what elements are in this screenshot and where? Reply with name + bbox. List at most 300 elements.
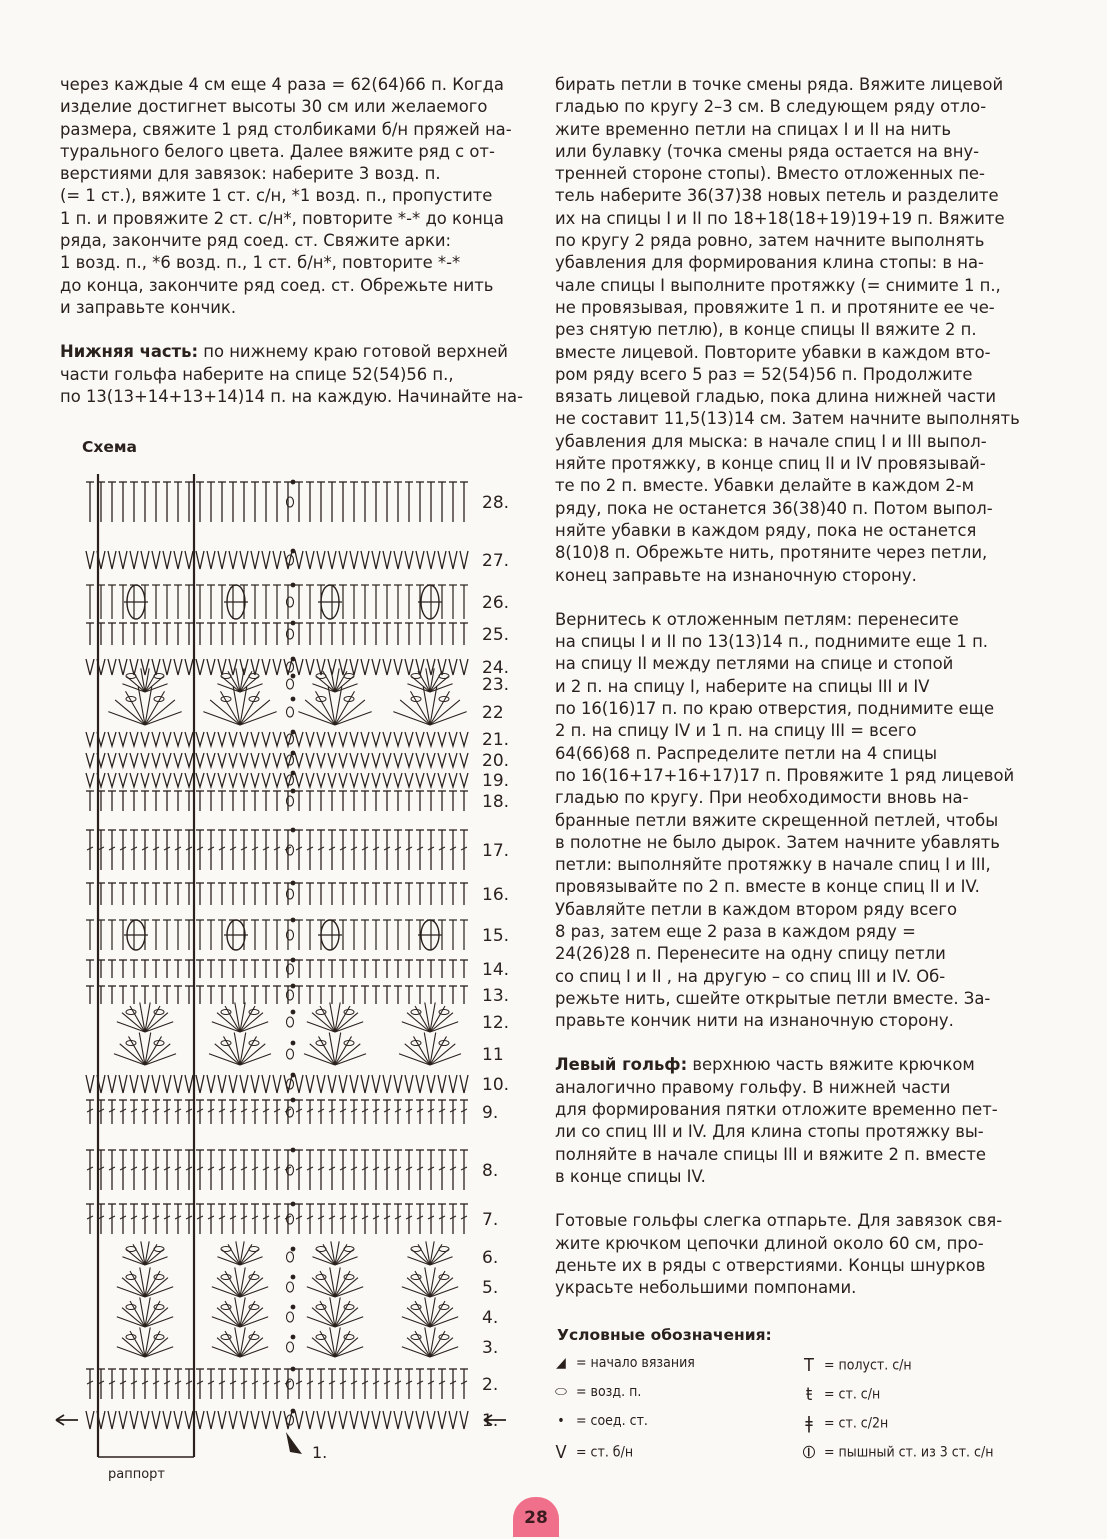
fan-stitch (240, 1044, 265, 1065)
row-label: 14. (482, 960, 510, 980)
paragraph: Нижняя часть: по нижнему краю готовой верхней части гольфа наберите на спице 52(54)56 п., по 13(13+14+13+14)14 п. на каждую. Начинайте на- (60, 342, 523, 406)
single-crochet-v-icon (394, 773, 402, 787)
single-crochet-v-icon (394, 732, 402, 746)
row-label: 17. (482, 841, 510, 861)
single-crochet-v-icon (86, 753, 94, 767)
single-crochet-v-icon (218, 1411, 226, 1429)
single-crochet-v-icon (449, 1411, 457, 1429)
single-crochet-v-icon (86, 551, 94, 569)
single-crochet-v-icon (405, 732, 413, 746)
fan-stitch (335, 1317, 363, 1327)
single-crochet-v-icon (460, 1411, 468, 1429)
single-crochet-v-icon (185, 1411, 193, 1429)
single-crochet-v-icon (196, 551, 204, 569)
row-label: 25. (482, 625, 510, 645)
single-crochet-v-icon (350, 753, 358, 767)
row-label: 13. (482, 986, 510, 1006)
double-crochet-icon: ŧ (805, 1384, 813, 1405)
fan-stitch (215, 1044, 240, 1065)
fan-stitch (430, 684, 453, 692)
single-crochet-v-icon (185, 551, 193, 569)
single-crochet-v-icon (273, 1075, 281, 1093)
single-crochet-v-icon (460, 659, 468, 675)
fan-stitch (335, 1287, 363, 1297)
single-crochet-v-icon (196, 1411, 204, 1429)
single-crochet-v-icon (427, 753, 435, 767)
single-crochet-v-icon (394, 1075, 402, 1093)
single-crochet-v-icon (438, 1075, 446, 1093)
single-crochet-v-icon (130, 732, 138, 746)
fan-stitch (307, 1317, 335, 1327)
row-label: 23. (482, 675, 510, 695)
chain-oval-icon (287, 1282, 294, 1292)
single-crochet-v-icon (119, 773, 127, 787)
single-crochet-v-icon (262, 753, 270, 767)
single-crochet-v-icon (350, 732, 358, 746)
single-crochet-v-icon (460, 753, 468, 767)
single-crochet-v-icon (196, 732, 204, 746)
legend-item: ⦶ = пышный ст. из 3 ст. с/н (798, 1442, 993, 1463)
crochet-chart (50, 462, 520, 1462)
single-crochet-v-icon (130, 1075, 138, 1093)
single-crochet-v-icon (361, 753, 369, 767)
single-crochet-v-icon (449, 732, 457, 746)
chain-oval-icon (154, 1305, 164, 1310)
single-crochet-v-icon (460, 1075, 468, 1093)
chain-oval-icon (439, 674, 449, 679)
single-crochet-v-icon (141, 753, 149, 767)
single-crochet-v-icon (152, 753, 160, 767)
single-crochet-v-icon (339, 773, 347, 787)
single-crochet-v-icon (317, 753, 325, 767)
single-crochet-v-icon (273, 1411, 281, 1429)
single-crochet-v-icon (350, 1411, 358, 1429)
fan-stitch (122, 684, 145, 692)
single-crochet-v-icon (361, 1075, 369, 1093)
single-crochet-v-icon (328, 1411, 336, 1429)
single-crochet-v-icon (229, 659, 237, 675)
slip-stitch-dot-icon (291, 751, 296, 756)
single-crochet-v-icon (372, 773, 380, 787)
single-crochet-v-icon (141, 551, 149, 569)
chain-oval-icon (287, 707, 294, 717)
single-crochet-v-icon (185, 773, 193, 787)
fan-stitch (335, 1054, 366, 1065)
single-crochet-v-icon (240, 659, 248, 675)
single-crochet-v-icon (86, 732, 94, 746)
single-crochet-v-icon (449, 551, 457, 569)
single-crochet-v-icon (240, 1075, 248, 1093)
single-crochet-v-icon (361, 732, 369, 746)
chain-oval-icon (287, 1312, 294, 1322)
single-crochet-v-icon (240, 732, 248, 746)
single-crochet-v-icon (317, 551, 325, 569)
fan-stitch (212, 1317, 240, 1327)
single-crochet-v-icon (229, 773, 237, 787)
row-label: 2. (482, 1375, 499, 1395)
single-crochet-v-icon (405, 1075, 413, 1093)
chain-oval-icon (316, 1275, 326, 1280)
single-crochet-v-icon (273, 732, 281, 746)
chain-oval-icon (344, 1010, 354, 1015)
fan-stitch (335, 1022, 363, 1032)
single-crochet-v-icon (262, 659, 270, 675)
single-crochet-v-icon (317, 1411, 325, 1429)
fan-stitch (240, 1257, 263, 1265)
row-label: 6. (482, 1248, 499, 1268)
single-crochet-v-icon (317, 732, 325, 746)
slip-stitch-dot-icon (291, 674, 296, 679)
row-label: 19. (482, 771, 510, 791)
single-crochet-v-icon (207, 753, 215, 767)
fan-stitch (304, 1054, 335, 1065)
chain-oval-icon (154, 1010, 164, 1015)
single-crochet-v-icon (460, 732, 468, 746)
chain-oval-icon (344, 1305, 354, 1310)
legend-item: ŧ = ст. с/н (798, 1384, 880, 1405)
fan-stitch (402, 1287, 430, 1297)
chain-oval-icon (249, 1305, 259, 1310)
row-label: 7. (482, 1210, 499, 1230)
slip-stitch-dot-icon (291, 828, 296, 833)
single-crochet-v-icon (427, 732, 435, 746)
chain-oval-icon (221, 1275, 231, 1280)
row-label: 26. (482, 593, 510, 613)
fan-stitch (335, 1257, 358, 1265)
single-crochet-v-icon (108, 659, 116, 675)
single-crochet-v-icon (119, 659, 127, 675)
rapport-label: раппорт (108, 1467, 165, 1482)
single-crochet-v-icon (284, 1411, 292, 1429)
single-crochet-v-icon (295, 551, 303, 569)
fan-stitch (402, 1317, 430, 1327)
single-crochet-v-icon (218, 773, 226, 787)
chain-oval-icon (287, 1049, 294, 1059)
single-crochet-v-icon (174, 551, 182, 569)
single-crochet-v-icon (262, 732, 270, 746)
single-crochet-v-icon (207, 1411, 215, 1429)
single-crochet-v-icon (163, 732, 171, 746)
fan-stitch (407, 1257, 430, 1265)
fan-stitch (145, 1317, 173, 1327)
fan-stitch (117, 1347, 145, 1357)
half-double-t-icon: T (804, 1355, 814, 1376)
row-label: 24. (482, 658, 510, 678)
paragraph: Левый гольф: верхнюю часть вяжите крючком аналогично правому гольфу. В нижней части для формирования пятки отложите временно пет- ли со спиц III и IV. Для клина стопы протяжку вы- полняйте в начале спицы III и вяжите 2 п. вместе в конце спицы IV. (555, 1055, 998, 1186)
fan-stitch (117, 1317, 145, 1327)
single-crochet-v-icon (218, 659, 226, 675)
single-crochet-v-icon (207, 1075, 215, 1093)
fan-stitch (145, 1257, 168, 1265)
fan-stitch (307, 1287, 335, 1297)
slip-stitch-dot-icon (291, 1247, 296, 1252)
chain-oval-icon (221, 1335, 231, 1340)
chain-oval-icon (439, 1305, 449, 1310)
single-crochet-v-icon (152, 773, 160, 787)
chain-oval-icon (126, 1247, 136, 1252)
legend-item: ǂ = ст. с/2н (798, 1413, 888, 1434)
single-crochet-v-icon (163, 773, 171, 787)
fan-stitch (307, 1347, 335, 1357)
single-crochet-v-icon (185, 659, 193, 675)
fan-stitch (145, 700, 175, 725)
paragraph: бирать петли в точке смены ряда. Вяжите лицевой гладью по кругу 2–3 см. В следующем ряду отло- жите временно петли на спицах I и II на нить или булавку (точка смены ряда остается на вну- тренней стороне стопы). Вместо отложенных пе- тель наберите 36(37)38 новых петель и разделите их на спицы I и II по 18+18(18+19)19+19 п. Вяжите по кругу 2 ряда ровно, затем начните выполнять убавления для формирования клина стопы: в на- чале спицы I выполните протяжку (= снимите 1 п., не провязывая, провяжите 1 п. и протяните ее че- рез снятую петлю), в конце спицы II вяжите 2 п. вместе лицевой. Повторите убавки в каждом вто- ром ряду всего 5 раз = 52(54)56 п. Продолжите вязать лицевой гладью, пока длина нижней части не составит 11,5(13)14 см. Затем начните выполнять убавления для мыска: в начале спиц I и III выпол- няйте протяжку, в конце спиц II и IV провязывай- те по 2 п. вместе. Убавки делайте в каждом 2-м ряду, пока не останется 36(38)40 п. Потом выпол- няйте убавки в каждом ряду, пока не останется 8(10)8 п. Обрежьте нить, протяните через петли, конец заправьте на изнаночную сторону. (555, 75, 1020, 585)
single-crochet-v-icon (119, 732, 127, 746)
chain-oval-icon (154, 1247, 164, 1252)
fan-stitch (307, 1022, 335, 1032)
fan-stitch (305, 700, 335, 725)
single-crochet-v-icon (372, 1075, 380, 1093)
slip-stitch-dot-icon (291, 480, 296, 485)
single-crochet-v-icon (438, 732, 446, 746)
chain-oval-icon (221, 1305, 231, 1310)
single-crochet-v-icon (262, 1411, 270, 1429)
single-crochet-v-icon (361, 659, 369, 675)
fan-stitch (117, 1287, 145, 1297)
single-crochet-v-icon (350, 773, 358, 787)
single-crochet-v-icon (152, 551, 160, 569)
chain-oval-icon (221, 1010, 231, 1015)
single-crochet-v-icon (141, 659, 149, 675)
single-crochet-v-icon (405, 773, 413, 787)
single-crochet-v-icon (130, 551, 138, 569)
single-crochet-v-icon (383, 753, 391, 767)
fan-stitch (335, 700, 365, 725)
fan-stitch (430, 1317, 458, 1327)
single-crochet-v-icon (174, 732, 182, 746)
chain-oval-icon (249, 1275, 259, 1280)
single-crochet-v-icon (284, 659, 292, 675)
single-crochet-v-icon (295, 753, 303, 767)
single-crochet-v-icon (218, 753, 226, 767)
row-label: 21. (482, 730, 510, 750)
single-crochet-v-icon (152, 732, 160, 746)
fan-stitch (393, 712, 430, 725)
single-crochet-v-icon (163, 1075, 171, 1093)
single-crochet-v-icon (361, 773, 369, 787)
row-label: 20. (482, 751, 510, 771)
single-crochet-v-icon (251, 1411, 259, 1429)
single-crochet-v-icon (438, 551, 446, 569)
chain-oval-icon (249, 1247, 259, 1252)
fan-stitch (335, 1347, 363, 1357)
single-crochet-v-icon (119, 1411, 127, 1429)
fan-stitch (145, 1054, 176, 1065)
fan-stitch (400, 700, 430, 725)
fan-stitch (430, 1347, 458, 1357)
single-crochet-v-icon (394, 753, 402, 767)
single-crochet-v-icon (416, 1075, 424, 1093)
legend-item: ◢ = начало вязания (550, 1355, 695, 1371)
chain-oval-icon (154, 1335, 164, 1340)
single-crochet-v-icon (394, 551, 402, 569)
slip-stitch-dot-icon (291, 1367, 296, 1372)
single-crochet-v-icon (405, 1411, 413, 1429)
single-crochet-v-icon (306, 1075, 314, 1093)
single-crochet-v-icon (361, 551, 369, 569)
row-label: 10. (482, 1075, 510, 1095)
chain-oval-icon (316, 1247, 326, 1252)
single-crochet-v-icon (383, 732, 391, 746)
single-crochet-v-icon (394, 1411, 402, 1429)
slip-stitch-dot-icon (291, 1202, 296, 1207)
single-crochet-v-icon (328, 551, 336, 569)
slip-stitch-dot-icon (291, 549, 296, 554)
row-label: 8. (482, 1161, 499, 1181)
start-label: 1. (312, 1443, 328, 1462)
slip-stitch-dot-icon (291, 789, 296, 794)
row-label: 27. (482, 551, 510, 571)
single-crochet-v-icon (328, 1075, 336, 1093)
slip-stitch-dot-icon (291, 1148, 296, 1153)
fan-stitch (114, 1054, 145, 1065)
chain-oval-icon (439, 1010, 449, 1015)
single-crochet-v-icon (306, 1411, 314, 1429)
chain-oval-icon (287, 1342, 294, 1352)
single-crochet-v-icon (306, 659, 314, 675)
legend-item: ⬭ = возд. п. (550, 1384, 641, 1400)
chain-oval-icon (316, 1335, 326, 1340)
single-crochet-v-icon (383, 1075, 391, 1093)
fan-stitch (145, 1044, 170, 1065)
start-triangle-icon (286, 1432, 302, 1454)
section-heading: Левый гольф: (555, 1055, 688, 1075)
right-column (555, 74, 1040, 1299)
slip-stitch-dot-icon (291, 1409, 296, 1414)
single-crochet-v-icon (295, 659, 303, 675)
single-crochet-v-icon (174, 773, 182, 787)
single-crochet-v-icon (339, 753, 347, 767)
single-crochet-v-icon (427, 551, 435, 569)
single-crochet-v-icon (449, 1075, 457, 1093)
fan-stitch (240, 712, 277, 725)
fan-stitch (312, 684, 335, 692)
fan-stitch (402, 1022, 430, 1032)
single-crochet-v-icon (438, 1411, 446, 1429)
fan-stitch (240, 1022, 268, 1032)
single-crochet-v-icon (262, 551, 270, 569)
fan-stitch (430, 1287, 458, 1297)
chain-oval-icon (439, 1275, 449, 1280)
slip-stitch-dot-icon (291, 583, 296, 588)
fan-stitch (210, 700, 240, 725)
single-crochet-v-icon (416, 753, 424, 767)
slip-stitch-dot-icon (291, 881, 296, 886)
single-crochet-v-icon (207, 773, 215, 787)
single-crochet-v-icon (229, 1411, 237, 1429)
single-crochet-v-icon (251, 773, 259, 787)
fan-stitch (240, 1347, 268, 1357)
legend-item: • = соед. ст. (550, 1413, 648, 1429)
slip-stitch-dot-icon (291, 621, 296, 626)
single-crochet-v-icon (438, 753, 446, 767)
single-crochet-v-icon (174, 1411, 182, 1429)
section-heading: Нижняя часть: (60, 342, 199, 362)
single-crochet-v-icon (196, 753, 204, 767)
single-crochet-v-icon (108, 551, 116, 569)
single-crochet-v-icon (251, 1075, 259, 1093)
single-crochet-v-icon (328, 773, 336, 787)
scheme-title: Схема (82, 438, 138, 456)
single-crochet-v-icon (108, 732, 116, 746)
single-crochet-v-icon (438, 659, 446, 675)
start-triangle-icon: ◢ (556, 1355, 566, 1371)
single-crochet-v-icon (229, 1075, 237, 1093)
chain-oval-icon (439, 1247, 449, 1252)
single-crochet-v-icon (383, 551, 391, 569)
fan-stitch (430, 1044, 455, 1065)
chain-oval-icon (287, 1017, 294, 1027)
chain-oval-icon (344, 1275, 354, 1280)
slip-stitch-dot-icon (291, 1305, 296, 1310)
single-crochet-v-icon (229, 732, 237, 746)
single-crochet-v-icon (306, 551, 314, 569)
slip-stitch-dot-icon (291, 918, 296, 923)
single-crochet-v-icon (306, 732, 314, 746)
single-crochet-v-icon (130, 659, 138, 675)
chain-oval-icon (344, 1335, 354, 1340)
single-crochet-v-icon (185, 732, 193, 746)
single-crochet-v-icon (317, 773, 325, 787)
fan-stitch (120, 1044, 145, 1065)
chain-oval-icon (316, 1010, 326, 1015)
single-crochet-v-icon (108, 773, 116, 787)
single-crochet-v-icon (273, 659, 281, 675)
fan-stitch (430, 1022, 458, 1032)
single-crochet-v-icon (141, 1411, 149, 1429)
treble-crochet-icon: ǂ (805, 1413, 813, 1434)
fan-stitch (240, 684, 263, 692)
single-crochet-v-icon (174, 659, 182, 675)
fan-stitch (122, 1257, 145, 1265)
fan-stitch (430, 1257, 453, 1265)
single-crochet-v-icon (141, 1075, 149, 1093)
single-crochet-v-icon (416, 732, 424, 746)
single-crochet-v-icon (405, 551, 413, 569)
slip-stitch-dot-icon (291, 730, 296, 735)
chain-oval-icon (126, 1275, 136, 1280)
single-crochet-v-icon: V (555, 1442, 567, 1463)
fan-stitch (405, 1044, 430, 1065)
single-crochet-v-icon (251, 753, 259, 767)
row-label: 3. (482, 1338, 499, 1358)
single-crochet-v-icon (218, 1075, 226, 1093)
fan-stitch (145, 1022, 173, 1032)
single-crochet-v-icon (372, 732, 380, 746)
single-crochet-v-icon (174, 753, 182, 767)
single-crochet-v-icon (273, 551, 281, 569)
single-crochet-v-icon (295, 773, 303, 787)
single-crochet-v-icon (251, 551, 259, 569)
chain-oval-icon (249, 1010, 259, 1015)
row-label: 1. (482, 1411, 499, 1431)
arrow-left-icon (56, 1415, 78, 1425)
single-crochet-v-icon (163, 753, 171, 767)
chain-oval-icon (439, 1335, 449, 1340)
slip-stitch-dot-icon (291, 984, 296, 989)
chain-oval-icon (126, 1010, 136, 1015)
single-crochet-v-icon (350, 551, 358, 569)
fan-stitch (117, 1022, 145, 1032)
single-crochet-v-icon (86, 659, 94, 675)
fan-stitch (240, 1287, 268, 1297)
single-crochet-v-icon (317, 1075, 325, 1093)
single-crochet-v-icon (163, 1411, 171, 1429)
single-crochet-v-icon (196, 659, 204, 675)
chain-oval-icon (221, 1247, 231, 1252)
single-crochet-v-icon (108, 1411, 116, 1429)
single-crochet-v-icon (229, 551, 237, 569)
